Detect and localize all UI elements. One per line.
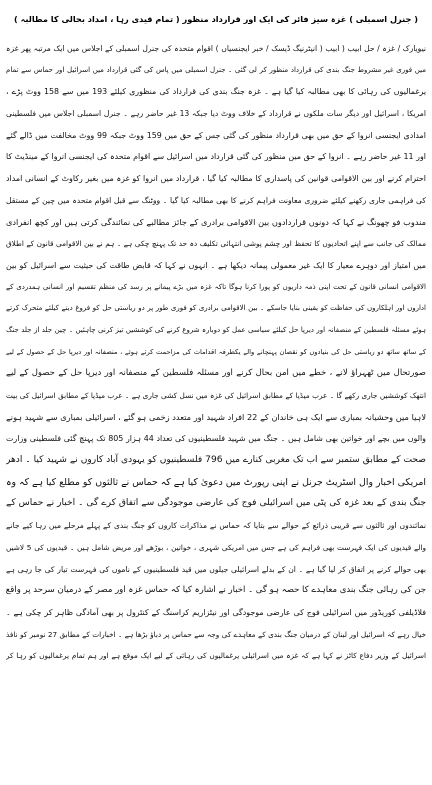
article-line: بھی حوالے کرنے پر اتفاق کر لیا گیا ہے ۔ ان کے بدلے اسرائیلی جیلوں میں قید فلسطینیوں کے ناموں کی فہرست تیار کی جا رہی ہے xyxy=(6,564,426,574)
article-line: یرغمالیوں کی رہائی کا بھی مطالبہ کیا گیا ہے ۔ غزہ جنگ بندی کی قرارداد کی منظوری کیلئے 193 میں سے 158 ووٹ پڑے ، xyxy=(6,87,426,97)
article-line: ممالک کی جانب سے اپنے اتحادیوں کا تحفظ اور چشم پوشی انتہائی تکلیف دہ حد تک پہنچ چکی ہے ۔ ہم نے بین الاقوامی قانون کے اطلاق xyxy=(6,239,426,249)
article-line: انتھک کوششیں جاری رکھے گا ۔ عرب میڈیا کے مطابق اسرائیل کی غزہ میں نسل کشی جاری ہے ۔ عرب میڈیا کے مطابق اسرائیل کی بیت xyxy=(6,391,426,400)
article-body xyxy=(6,38,426,782)
article-line: امریکا ، اسرائیل اور دیگر سات ملکوں نے قرارداد کے خلاف ووٹ دیا جبکہ 13 غیر حاضر رہے ۔ جنرل اسمبلی اجلاس میں فلسطینی xyxy=(6,109,426,119)
article-line: اسرائیل کے وزیر دفاع کاٹز نے کہا ہے کہ غزہ میں اسرائیلی یرغمالیوں کی رہائی کے لیے ایک موقع ہے اور ہم تمام یرغمالیوں کو رہا کر xyxy=(6,651,426,661)
article-line: اور 11 غیر حاضر رہے ۔ انروا کے حق میں منظور کی گئی قرارداد میں اسرائیل سے اقوام متحدہ کی ایجنسی انروا کے مینڈیٹ کا xyxy=(6,152,426,162)
article-line: میں امتیاز اور دوہرے معیار کا ایک غیر معمولی پیمانہ دیکھا ہے ۔ انہوں نے کہا کہ قابض طاقت کی حیثیت سے اسرائیل کو بین xyxy=(6,260,426,270)
article-line: میں فوری غیر مشروط جنگ بندی کی قرارداد منظور کر لی گئی ۔ جنرل اسمبلی میں پاس کی گئی قرارداد میں اسرائیل اور حماس سے تمام xyxy=(6,65,426,74)
article-line: جن کی رہائی جنگ بندی معاہدے کا حصہ ہو گی ۔ اخبار نے اشارہ کیا کہ حماس غزہ اور مصر کے درمیان سرحد پر واقع xyxy=(6,585,426,596)
article-line: نمائندوں اور ثالثوں سے قریبی ذرائع کے حوالے سے بتایا کہ حماس نے مذاکرات کاروں کو جنگ بندی کے پہلے مرحلے میں رہا کیے جانے xyxy=(6,521,426,531)
article-line: صورتحال میں ٹھہراؤ لانے ، خطے میں امن بحال کرنے اور مسئلہ فلسطین کے منصفانہ اور دیرپا حل کے حصول کے لیے xyxy=(6,368,426,379)
article-line: مندوب فو چھونگ نے کہا کہ دونوں قراردادوں بین الاقوامی برادری کے جائز مطالبے کی نمائندگی کرتی ہیں اور کچھ انفرادی xyxy=(6,216,426,227)
article-line: والے قیدیوں کی ایک فہرست بھی فراہم کی ہے جس میں امریکی شہری ، خواتین ، بوڑھے اور مریض شامل ہیں ۔ قیدیوں کی 5 لاشیں xyxy=(6,542,426,552)
article-line: لاہیا میں وحشیانہ بمباری سے ایک ہی خاندان کے 22 افراد شہید اور متعدد زخمی ہو گئے ، اسرائیلی بمباری سے شہید ہونے xyxy=(6,411,426,422)
article-line: والوں میں بچے اور خواتین بھی شامل ہیں ۔ جنگ میں شہید فلسطینیوں کی تعداد 44 ہزار 805 تک پہنچ گئی فلسطینی وزارت xyxy=(6,434,426,444)
article-line: صحت کے مطابق ستمبر سے اب تک مغربی کنارے میں 796 فلسطینیوں کو یہودی آباد کاروں نے شہید کیا ۔ ادھر xyxy=(6,455,426,466)
article-line: جنگ بندی کے بعد غزہ کی پٹی میں اسرائیلی فوج کی عارضی موجودگی سے اتفاق کرے گی ۔ اخبار نے حماس کے xyxy=(6,498,426,509)
article-line: امدادی ایجنسی انروا کے حق میں بھی قرارداد منظور کی گئی جس کے حق میں 159 ووٹ جبکہ 99 ووٹ مخالفت میں ڈالے گئے xyxy=(6,130,426,140)
article-line: کی فراہمی جاری رکھنے کیلئے ضروری معاونت فراہم کرنے کا بھی مطالبہ کیا گیا ۔ ووٹنگ سے قبل اقوام متحدہ میں چین کے مستقل xyxy=(6,195,426,205)
article-line: احترام کرنے اور بین الاقوامی قوانین کی پاسداری کا مطالبہ کیا گیا ، قرارداد میں انروا کو غزہ میں بغیر رکاوٹ کے انسانی امداد xyxy=(6,174,426,184)
article-line: اداروں اور اہلکاروں کی حفاظت کو یقینی بنایا جاسکے ۔ بین الاقوامی برادری کو فوری طور پر دو ریاستی حل کو فروغ دینے کیلئے متحرک کرتے xyxy=(6,304,426,313)
article-line: خیال رہے کہ اسرائیل اور لبنان کے درمیان جنگ بندی کے معاہدے کی وجہ سے حماس پر دباؤ بڑھا ہے ۔ اخبارات کے مطابق 27 نومبر کو نافذ xyxy=(6,629,426,639)
article-line: کے ساتھ ساتھ دو ریاستی حل کی بنیادوں کو نقصان پہنچانے والے یکطرفہ اقدامات کی مزاحمت کرتے ہوئے ، منصفانہ اور دیرپا حل کے حصول کے لیے xyxy=(6,347,426,356)
article-line: امریکی اخبار وال اسٹریٹ جرنل نے اپنی رپورٹ میں دعویٰ کیا ہے کہ حماس نے ثالثوں کو مطلع کیا ہے کہ وہ xyxy=(6,476,426,488)
headline: ( جنرل اسمبلی ) غزہ سیز فائر کی ایک اور قرارداد منظور ( تمام قیدی رہا ، امداد بحالی کا مطالبہ ) xyxy=(14,14,418,24)
article-line: الاقوامی انسانی قانون کے تحت اپنی ذمہ داریوں کو پورا کرنا ہوگا تاکہ غزہ میں بڑے پیمانے پر رسد کی منظم تقسیم اور انسانی ہمدردی کے xyxy=(6,282,426,291)
article-line: ہوئے مسئلہ فلسطین کے منصفانہ اور دیرپا حل کیلئے سیاسی عمل کو دوبارہ شروع کرنے کی کوششیں تیز کرنی چاہئیں ۔ چین جلد از جلد جنگ xyxy=(6,325,426,334)
article-line: فلاڈیلفی کوریڈور میں اسرائیلی فوج کی عارضی موجودگی اور نیٹزاریم کراسنگ کے کنٹرول پر بھی آمادگی ظاہر کر چکی ہے ۔ xyxy=(6,607,426,617)
article-line: نیویارک / غزہ / حل ابیب ( ابیب ( انیٹرنیگ ڈیسک / خبر ایجنسیاں ) اقوام متحدہ کی جنرل اسمبلی کے اجلاس میں ایک مرتبہ پھر غزہ xyxy=(6,44,426,53)
